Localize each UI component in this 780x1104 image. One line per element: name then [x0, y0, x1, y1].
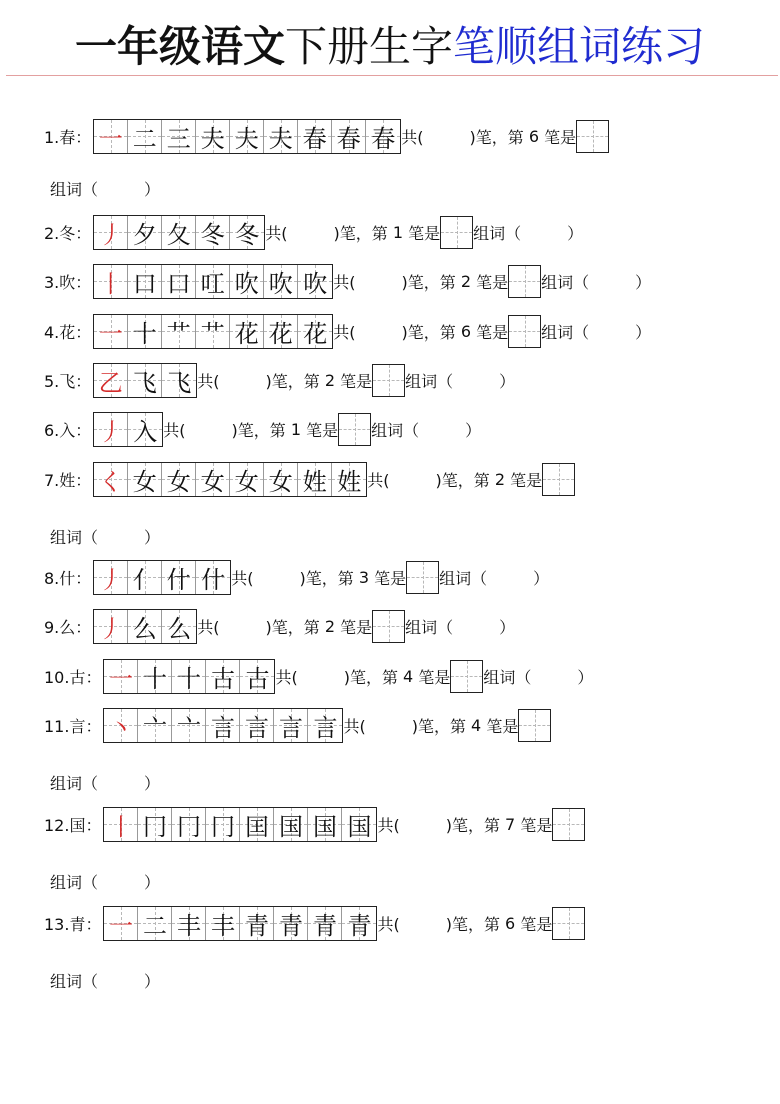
- stroke-cell: [342, 808, 376, 841]
- word-label: 组词（: [50, 972, 99, 991]
- word-close: ）: [567, 223, 584, 243]
- stroke-glyph: 丨: [98, 269, 123, 298]
- stroke-glyph: 女: [166, 467, 191, 496]
- word-close: ）: [144, 873, 161, 892]
- word-close: ）: [635, 322, 652, 342]
- stroke-cell: [128, 315, 162, 348]
- item-label: 7.姓：: [44, 470, 92, 490]
- stroke-glyph: 女: [132, 467, 157, 496]
- stroke-cell: [274, 808, 308, 841]
- stroke-cell: [230, 216, 264, 249]
- stroke-cell: [128, 265, 162, 298]
- word-label: 组词（: [405, 371, 454, 391]
- stroke-glyph: 国: [347, 812, 372, 841]
- stroke-glyph: 女: [268, 467, 293, 496]
- word-close: ）: [465, 420, 482, 440]
- stroke-glyph: 飞: [132, 368, 157, 397]
- item-label: 5.飞：: [44, 371, 92, 391]
- stroke-glyph: 亻: [132, 565, 157, 594]
- stroke-cell: [308, 709, 342, 742]
- word-close: ）: [533, 568, 550, 588]
- stroke-glyph: 言: [313, 713, 338, 742]
- stroke-cell: [206, 660, 240, 693]
- stroke-count-suffix: 笔是: [374, 568, 407, 588]
- word-row: [50, 178, 160, 202]
- stroke-number: 7: [499, 814, 521, 834]
- stroke-count-suffix: 笔是: [306, 420, 339, 440]
- stroke-cell: [138, 907, 172, 940]
- stroke-order-grid: [93, 609, 197, 644]
- page-title: [0, 20, 780, 74]
- stroke-cell: [264, 265, 298, 298]
- stroke-cell: [104, 709, 138, 742]
- title-part-3: 笔顺组词练习: [453, 22, 706, 71]
- stroke-count-mid: )笔，第: [435, 470, 490, 490]
- stroke-glyph: 丿: [98, 565, 123, 594]
- stroke-count-suffix: 笔是: [340, 617, 373, 637]
- stroke-cell: [172, 660, 206, 693]
- stroke-glyph: 古: [245, 664, 270, 693]
- stroke-cell: [196, 265, 230, 298]
- word-label: 组词（: [541, 322, 590, 342]
- stroke-cell: [196, 463, 230, 496]
- word-label: 组词（: [371, 420, 420, 440]
- stroke-glyph: 女: [234, 467, 259, 496]
- stroke-answer-box[interactable]: [576, 120, 609, 153]
- stroke-cell: [94, 265, 128, 298]
- stroke-cell: [104, 660, 138, 693]
- stroke-cell: [298, 265, 332, 298]
- stroke-cell: [206, 709, 240, 742]
- stroke-glyph: 十: [142, 664, 167, 693]
- stroke-cell: [162, 315, 196, 348]
- stroke-cell: [264, 463, 298, 496]
- stroke-count-mid: )笔，第: [265, 617, 320, 637]
- stroke-answer-box[interactable]: [508, 265, 541, 298]
- item-label: 6.入：: [44, 420, 92, 440]
- word-close: ）: [499, 371, 516, 391]
- item-label: 11.言：: [44, 716, 102, 736]
- stroke-glyph: 国: [278, 812, 303, 841]
- stroke-glyph: 言: [278, 713, 303, 742]
- stroke-glyph: 姓: [337, 467, 362, 496]
- stroke-glyph: 十: [176, 664, 201, 693]
- stroke-glyph: 入: [133, 417, 158, 446]
- stroke-number: 2: [489, 469, 511, 489]
- item-label: 8.什：: [44, 568, 92, 588]
- stroke-count-prefix: 共(: [163, 420, 186, 440]
- stroke-count-mid: )笔，第: [231, 420, 286, 440]
- word-close: ）: [144, 180, 161, 199]
- title-divider: [6, 75, 778, 76]
- stroke-count-mid: )笔，第: [401, 272, 456, 292]
- stroke-glyph: 青: [312, 911, 337, 940]
- stroke-cell: [128, 413, 162, 446]
- stroke-glyph: 言: [210, 713, 235, 742]
- stroke-cell: [162, 610, 196, 643]
- stroke-number: 1: [387, 222, 409, 242]
- stroke-cell: [240, 907, 274, 940]
- stroke-cell: [230, 120, 264, 153]
- stroke-glyph: 么: [167, 614, 192, 643]
- stroke-answer-box[interactable]: [552, 808, 585, 841]
- stroke-glyph: 花: [268, 319, 293, 348]
- stroke-glyph: 冂: [210, 812, 235, 841]
- stroke-answer-box[interactable]: [440, 216, 473, 249]
- stroke-cell: [264, 120, 298, 153]
- item-label: 3.吹：: [44, 272, 92, 292]
- stroke-order-grid: [103, 708, 343, 743]
- stroke-cell: [128, 216, 162, 249]
- stroke-count-suffix: 笔是: [476, 272, 509, 292]
- stroke-cell: [94, 610, 128, 643]
- word-close: ）: [144, 774, 161, 793]
- exercise-row: [44, 118, 609, 154]
- word-close: ）: [499, 617, 516, 637]
- exercise-row: [44, 559, 549, 595]
- stroke-count-mid: )笔，第: [333, 223, 388, 243]
- stroke-count-mid: )笔，第: [411, 716, 466, 736]
- stroke-number: 3: [353, 567, 375, 587]
- word-row: [50, 871, 160, 895]
- stroke-number: 2: [455, 271, 477, 291]
- stroke-glyph: 女: [200, 467, 225, 496]
- stroke-count-suffix: 笔是: [418, 667, 451, 687]
- item-label: 13.青：: [44, 914, 102, 934]
- stroke-glyph: 一: [108, 911, 133, 940]
- stroke-count-prefix: 共(: [377, 914, 400, 934]
- stroke-glyph: く: [98, 467, 123, 496]
- stroke-cell: [332, 120, 366, 153]
- stroke-cell: [162, 216, 196, 249]
- stroke-cell: [138, 709, 172, 742]
- stroke-cell: [128, 610, 162, 643]
- stroke-cell: [172, 808, 206, 841]
- stroke-count-mid: )笔，第: [445, 815, 500, 835]
- stroke-cell: [94, 364, 128, 397]
- stroke-cell: [162, 265, 196, 298]
- word-label: 组词（: [541, 272, 590, 292]
- exercise-row: [44, 362, 515, 398]
- stroke-count-suffix: 笔是: [486, 716, 519, 736]
- stroke-cell: [230, 265, 264, 298]
- stroke-cell: [172, 907, 206, 940]
- stroke-glyph: 吹: [303, 269, 328, 298]
- exercise-row: [44, 707, 551, 743]
- stroke-cell: [128, 463, 162, 496]
- stroke-cell: [264, 315, 298, 348]
- stroke-number: 6: [499, 913, 521, 933]
- exercise-row: [44, 461, 575, 497]
- stroke-order-grid: [103, 906, 377, 941]
- stroke-count-suffix: 笔是: [544, 127, 577, 147]
- word-label: 组词（: [483, 667, 532, 687]
- stroke-glyph: 花: [303, 319, 328, 348]
- item-label: 10.古：: [44, 667, 102, 687]
- exercise-row: [44, 608, 515, 644]
- stroke-cell: [94, 413, 128, 446]
- stroke-count-prefix: 共(: [197, 371, 220, 391]
- word-label: 组词（: [405, 617, 454, 637]
- stroke-cell: [274, 907, 308, 940]
- word-label: 组词（: [50, 774, 99, 793]
- stroke-glyph: 艹: [200, 319, 225, 348]
- stroke-answer-box[interactable]: [508, 315, 541, 348]
- stroke-glyph: 春: [336, 124, 361, 153]
- stroke-cell: [240, 660, 274, 693]
- stroke-number: 2: [319, 370, 341, 390]
- stroke-cell: [240, 709, 274, 742]
- stroke-cell: [196, 561, 230, 594]
- word-label: 组词（: [50, 180, 99, 199]
- item-label: 4.花：: [44, 322, 92, 342]
- stroke-count-prefix: 共(: [197, 617, 220, 637]
- stroke-count-mid: )笔，第: [445, 914, 500, 934]
- stroke-number: 6: [523, 126, 545, 146]
- stroke-cell: [128, 364, 162, 397]
- stroke-order-grid: [103, 659, 275, 694]
- word-close: ）: [144, 528, 161, 547]
- stroke-answer-box[interactable]: [542, 463, 575, 496]
- stroke-glyph: 什: [201, 565, 226, 594]
- stroke-glyph: 乙: [98, 368, 123, 397]
- stroke-count-mid: )笔，第: [299, 568, 354, 588]
- stroke-order-grid: [93, 264, 333, 299]
- stroke-count-mid: )笔，第: [265, 371, 320, 391]
- stroke-glyph: 冬: [235, 220, 260, 249]
- stroke-glyph: 亠: [176, 713, 201, 742]
- stroke-cell: [206, 907, 240, 940]
- stroke-glyph: 十: [132, 319, 157, 348]
- word-label: 组词（: [50, 528, 99, 547]
- stroke-glyph: 艹: [166, 319, 191, 348]
- stroke-cell: [332, 463, 366, 496]
- stroke-answer-box[interactable]: [372, 364, 405, 397]
- stroke-glyph: 春: [302, 124, 327, 153]
- stroke-count-suffix: 笔是: [340, 371, 373, 391]
- stroke-cell: [162, 561, 196, 594]
- stroke-count-prefix: 共(: [231, 568, 254, 588]
- stroke-count-prefix: 共(: [275, 667, 298, 687]
- stroke-glyph: 言: [244, 713, 269, 742]
- exercise-row: [44, 411, 481, 447]
- stroke-cell: [94, 120, 128, 153]
- stroke-glyph: 丿: [98, 614, 123, 643]
- stroke-glyph: 青: [347, 911, 372, 940]
- stroke-count-mid: )笔，第: [469, 127, 524, 147]
- stroke-cell: [342, 907, 376, 940]
- stroke-cell: [240, 808, 274, 841]
- word-row: [50, 772, 160, 796]
- stroke-cell: [104, 907, 138, 940]
- stroke-count-suffix: 笔是: [510, 470, 543, 490]
- stroke-order-grid: [93, 215, 265, 250]
- stroke-glyph: 冬: [200, 220, 225, 249]
- stroke-answer-box[interactable]: [450, 660, 483, 693]
- stroke-glyph: 丰: [176, 911, 201, 940]
- stroke-glyph: 吹: [268, 269, 293, 298]
- stroke-glyph: 丶: [108, 713, 133, 742]
- stroke-glyph: 青: [244, 911, 269, 940]
- stroke-order-grid: [93, 560, 231, 595]
- stroke-cell: [196, 120, 230, 153]
- stroke-count-suffix: 笔是: [520, 815, 553, 835]
- item-label: 12.国：: [44, 815, 102, 835]
- stroke-glyph: 飞: [167, 368, 192, 397]
- stroke-cell: [138, 660, 172, 693]
- stroke-glyph: 夕: [132, 220, 157, 249]
- stroke-number: 4: [465, 715, 487, 735]
- stroke-cell: [366, 120, 400, 153]
- stroke-cell: [196, 216, 230, 249]
- stroke-number: 6: [455, 321, 477, 341]
- stroke-count-prefix: 共(: [265, 223, 288, 243]
- stroke-glyph: 国: [312, 812, 337, 841]
- stroke-cell: [308, 808, 342, 841]
- stroke-cell: [104, 808, 138, 841]
- stroke-glyph: 古: [210, 664, 235, 693]
- stroke-glyph: 二: [132, 124, 157, 153]
- stroke-count-prefix: 共(: [401, 127, 424, 147]
- stroke-glyph: 夫: [234, 124, 259, 153]
- stroke-answer-box[interactable]: [406, 561, 439, 594]
- stroke-glyph: 春: [371, 124, 396, 153]
- stroke-count-prefix: 共(: [367, 470, 390, 490]
- stroke-order-grid: [93, 462, 367, 497]
- stroke-cell: [206, 808, 240, 841]
- stroke-count-prefix: 共(: [333, 322, 356, 342]
- stroke-cell: [94, 216, 128, 249]
- stroke-answer-box[interactable]: [372, 610, 405, 643]
- stroke-count-prefix: 共(: [333, 272, 356, 292]
- stroke-cell: [308, 907, 342, 940]
- exercise-row: [44, 313, 651, 349]
- stroke-cell: [128, 120, 162, 153]
- stroke-order-grid: [93, 363, 197, 398]
- word-label: 组词（: [439, 568, 488, 588]
- stroke-answer-box[interactable]: [518, 709, 551, 742]
- exercise-row: [44, 214, 583, 250]
- stroke-cell: [298, 120, 332, 153]
- stroke-count-suffix: 笔是: [520, 914, 553, 934]
- stroke-cell: [298, 463, 332, 496]
- stroke-cell: [230, 463, 264, 496]
- stroke-glyph: 吹: [234, 269, 259, 298]
- stroke-cell: [298, 315, 332, 348]
- stroke-cell: [162, 463, 196, 496]
- stroke-glyph: 囯: [244, 812, 269, 841]
- stroke-number: 2: [319, 616, 341, 636]
- stroke-cell: [94, 463, 128, 496]
- stroke-glyph: 冂: [142, 812, 167, 841]
- stroke-glyph: 一: [98, 319, 123, 348]
- stroke-glyph: 夂: [166, 220, 191, 249]
- stroke-number: 1: [285, 419, 307, 439]
- stroke-cell: [138, 808, 172, 841]
- exercise-row: [44, 263, 651, 299]
- stroke-glyph: 亠: [142, 713, 167, 742]
- word-label: 组词（: [50, 873, 99, 892]
- stroke-glyph: 丨: [108, 812, 133, 841]
- word-row: [50, 526, 160, 550]
- stroke-order-grid: [93, 314, 333, 349]
- stroke-order-grid: [93, 119, 401, 154]
- stroke-cell: [172, 709, 206, 742]
- stroke-count-suffix: 笔是: [476, 322, 509, 342]
- stroke-glyph: 叿: [200, 269, 225, 298]
- stroke-cell: [274, 709, 308, 742]
- stroke-count-mid: )笔，第: [343, 667, 398, 687]
- word-label: 组词（: [473, 223, 522, 243]
- stroke-cell: [128, 561, 162, 594]
- item-label: 1.春：: [44, 127, 92, 147]
- stroke-glyph: 青: [278, 911, 303, 940]
- stroke-glyph: 什: [166, 565, 191, 594]
- stroke-count-prefix: 共(: [377, 815, 400, 835]
- word-close: ）: [635, 272, 652, 292]
- stroke-glyph: 口: [132, 269, 157, 298]
- stroke-glyph: 丿: [98, 417, 123, 446]
- stroke-glyph: 姓: [302, 467, 327, 496]
- stroke-glyph: 丰: [210, 911, 235, 940]
- exercise-row: [44, 905, 585, 941]
- stroke-glyph: 夫: [200, 124, 225, 153]
- exercise-row: [44, 806, 585, 842]
- stroke-glyph: 口: [166, 269, 191, 298]
- stroke-glyph: 么: [132, 614, 157, 643]
- stroke-glyph: 夫: [268, 124, 293, 153]
- title-part-1: 一年级语文: [74, 22, 285, 71]
- stroke-number: 4: [397, 666, 419, 686]
- stroke-cell: [162, 364, 196, 397]
- title-part-2: 下册生字: [284, 22, 453, 71]
- stroke-answer-box[interactable]: [338, 413, 371, 446]
- stroke-glyph: 冂: [176, 812, 201, 841]
- exercise-row: [44, 658, 593, 694]
- stroke-glyph: 二: [142, 911, 167, 940]
- word-close: ）: [144, 972, 161, 991]
- stroke-glyph: 花: [234, 319, 259, 348]
- stroke-order-grid: [103, 807, 377, 842]
- stroke-glyph: 丿: [98, 220, 123, 249]
- word-row: [50, 970, 160, 994]
- stroke-cell: [196, 315, 230, 348]
- stroke-glyph: 一: [98, 124, 123, 153]
- stroke-count-mid: )笔，第: [401, 322, 456, 342]
- item-label: 2.冬：: [44, 223, 92, 243]
- stroke-answer-box[interactable]: [552, 907, 585, 940]
- stroke-cell: [162, 120, 196, 153]
- stroke-count-prefix: 共(: [343, 716, 366, 736]
- stroke-cell: [94, 561, 128, 594]
- stroke-glyph: 一: [108, 664, 133, 693]
- word-close: ）: [577, 667, 594, 687]
- stroke-glyph: 三: [166, 124, 191, 153]
- stroke-cell: [230, 315, 264, 348]
- stroke-cell: [94, 315, 128, 348]
- stroke-order-grid: [93, 412, 163, 447]
- item-label: 9.么：: [44, 617, 92, 637]
- stroke-count-suffix: 笔是: [408, 223, 441, 243]
